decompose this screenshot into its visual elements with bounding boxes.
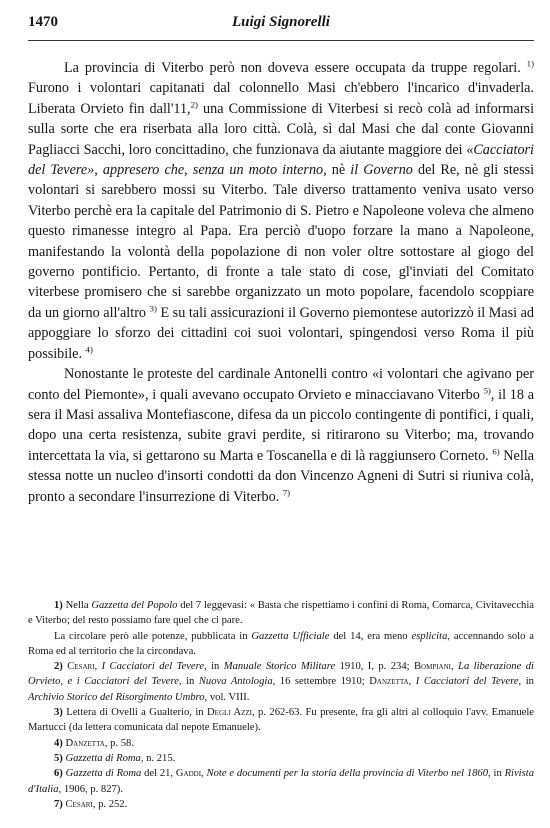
footnote-ref-5: 5): [483, 384, 491, 395]
footnote-ref-1: 1): [526, 58, 534, 69]
page-number: 1470: [28, 14, 58, 30]
running-title: Luigi Signorelli: [232, 14, 330, 30]
footnote-7: 7) Cesari, p. 252.: [54, 798, 128, 810]
footnote-1: 1) Nella Gazzetta del Popolo del 7 leggevasi: « Basta che rispettiamo i confini di Roma, Comarca, Civitavecchia e Viterbo; del resto possiamo fare quel che ci pare.: [28, 600, 535, 627]
header-rule: [28, 40, 534, 41]
paragraph-2: Nonostante le proteste del cardinale Antonelli contro «i volontari che agivano per conto del Piemonte», i quali avevano occupato Orvieto e minacciavano Viterbo $^{5)}$, il 18 a sera il Masi assaliva Montefiascone, difesa da un piccolo contingente di pontifici, i quali, dopo una certa resistenza, subite gravi perdite, si ritirarono su Viterbo; ma, trovando intercettata la via, si gettarono su Marta e Toscanella e di là raggiunsero Corneto. $^{6)}$ Nella stessa notte un nucleo d'insorti condotti da don Vincenzo Agneni di Sutri si riuniva colà, pronto a secondare l'insurrezione di Viterbo. $^{7)}$: [28, 366, 535, 505]
footnote-2: 2) Cesari, I Cacciatori del Tevere, in Manuale Storico Militare 1910, I, p. 234; Bompiani, La liberazione di Orvieto, e i Cacciatori del Tevere, in Nuova Antologia, 16 settembre 1910; Danzetta, I Cacciatori del Tevere, in Archivio Storico del Risorgimento Umbro, vol. VIII.: [28, 661, 534, 703]
footnote-ref-7: 7): [282, 486, 291, 497]
footnote-ref-2: 2): [190, 99, 198, 110]
footnotes: [28, 598, 534, 812]
footnote-ref-3: 3): [149, 303, 157, 314]
body-text: [28, 58, 534, 507]
page-header: [28, 14, 534, 36]
footnote-4: 4) Danzetta, p. 58.: [54, 737, 134, 749]
footnote-5: 5) Gazzetta di Roma, n. 215.: [54, 752, 176, 764]
footnote-ref-6: 6): [492, 445, 500, 456]
footnote-1-continued: La circolare però alle potenze, pubblicata in Gazzetta Ufficiale del 14, era meno esplicita, accennando solo a Roma ed al territorio che la circondava.: [28, 630, 534, 657]
paragraph-1: La provincia di Viterbo però non doveva essere occupata da truppe regolari. $^{1)}$ Furono i volontari capitanati dal colonnello Masi ch'ebbero l'incarico d'invaderla. Liberata Orvieto fin dall'11,$^{2)}$ una Commissione di Viterbesi si recò colà ad informarsi sulla sorte che era riserbata alla loro città. Colà, sì dal Masi che dal conte Giovanni Pagliacci Sacchi, loro concittadino, che funzionava da aiutante maggiore dei «Cacciatori del Tevere», appresero che, senza un moto interno, nè il Governo del Re, nè gli stessi volontari si sarebbero mossi su Viterbo. Tale diverso trattamento veniva usato verso Viterbo perchè era la capitale del Patrimonio di S. Pietro e Napoleone voleva che almeno questo rimanesse integro al Papa. Era perciò d'uopo forzare la mano a Napoleone, manifestando la volontà della popolazione di non voler oltre sottostare al giogo del governo pontificio. Pertanto, di fronte a tale stato di cose, gl'inviati del Comitato viterbese promisero che si sarebbe organizzato un moto popolare, facendolo scoppiare da un giorno all'altro $^{3)}$ E su tali assicurazioni il Governo piemontese autorizzò il Masi ad appoggiare lo sforzo dei cittadini coi suoi volontari, spingendosi verso Roma il più possibile. $^{4)}$: [28, 58, 535, 362]
footnote-6: 6) Gazzetta di Roma del 21, Gaddi, Note e documenti per la storia della provincia di Viterbo nel 1860, in Rivista d'Italia, 1906, p. 827).: [28, 768, 534, 795]
footnote-3: 3) Lettera di Ovelli a Gualterio, in Degli Azzi, p. 262-63. Fu presente, fra gli altri al colloquio l'avv. Emanuele Martucci (da lettera comunicata dal nepote Emanuele).: [28, 707, 534, 734]
footnote-ref-4: 4): [85, 343, 93, 354]
